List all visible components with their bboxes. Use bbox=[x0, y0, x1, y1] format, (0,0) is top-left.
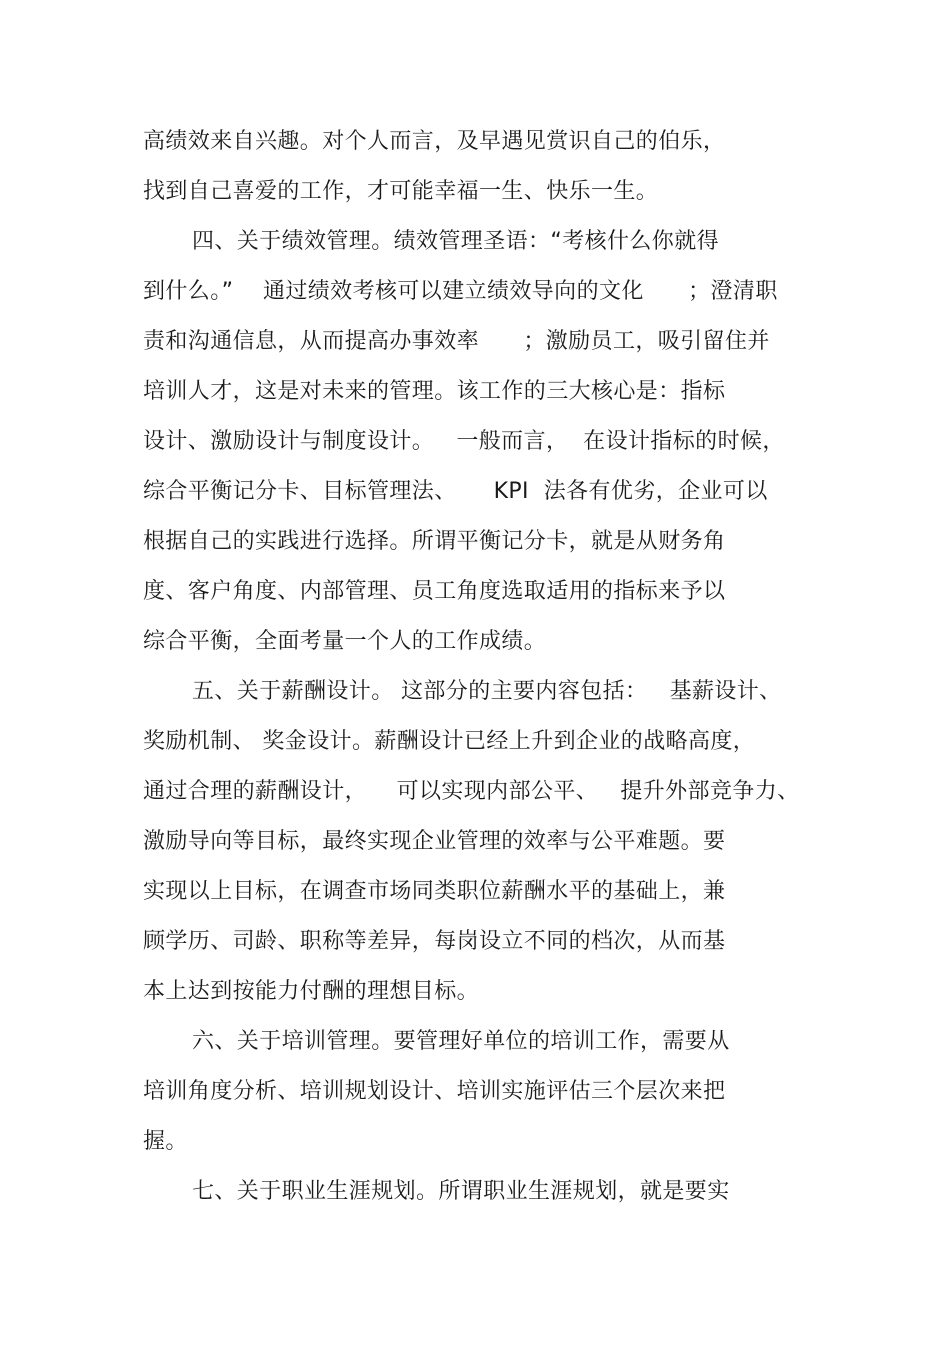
text-line: 设计、激励设计与制度设计。 一般而言， 在设计指标的时候， bbox=[143, 429, 785, 454]
text-line: 握。 bbox=[143, 1129, 188, 1154]
paragraph-heading-training: 六、关于培训管理。要管理好单位的培训工作，需要从 bbox=[192, 1029, 730, 1054]
text-line: 到什么。” 通过绩效考核可以建立绩效导向的文化 ；澄清职 bbox=[143, 279, 778, 304]
text-line: 综合平衡，全面考量一个人的工作成绩。 bbox=[143, 629, 547, 654]
paragraph-heading-performance: 四、关于绩效管理。绩效管理圣语：“考核什么你就得 bbox=[192, 229, 719, 254]
paragraph-heading-compensation: 五、关于薪酬设计。 这部分的主要内容包括： 基薪设计、 bbox=[192, 679, 782, 704]
text-line: 本上达到按能力付酬的理想目标。 bbox=[143, 979, 480, 1004]
text-line: 奖励机制、 奖金设计。薪酬设计已经上升到企业的战略高度， bbox=[143, 729, 756, 754]
text-line: 根据自己的实践进行选择。所谓平衡记分卡，就是从财务角 bbox=[143, 529, 726, 554]
text-line: 实现以上目标，在调查市场同类职位薪酬水平的基础上，兼 bbox=[143, 879, 726, 904]
text-line: 通过合理的薪酬设计， 可以实现内部公平、 提升外部竞争力、 bbox=[143, 779, 800, 804]
text-line: 综合平衡记分卡、目标管理法、 KPI 法各有优劣，企业可以 bbox=[143, 479, 768, 504]
text-line: 培训人才，这是对未来的管理。该工作的三大核心是：指标 bbox=[143, 379, 726, 404]
text-line: 责和沟通信息，从而提高办事效率 ；激励员工，吸引留住并 bbox=[143, 329, 770, 354]
text-line: 找到自己喜爱的工作，才可能幸福一生、快乐一生。 bbox=[143, 179, 659, 204]
text-line: 高绩效来自兴趣。对个人而言，及早遇见赏识自己的伯乐， bbox=[143, 129, 726, 154]
paragraph-heading-career: 七、关于职业生涯规划。所谓职业生涯规划，就是要实 bbox=[192, 1179, 730, 1204]
text-line: 度、客户角度、内部管理、员工角度选取适用的指标来予以 bbox=[143, 579, 726, 604]
text-line: 激励导向等目标，最终实现企业管理的效率与公平难题。要 bbox=[143, 829, 726, 854]
text-line: 顾学历、司龄、职称等差异，每岗设立不同的档次，从而基 bbox=[143, 929, 726, 954]
text-line: 培训角度分析、培训规划设计、培训实施评估三个层次来把 bbox=[143, 1079, 726, 1104]
